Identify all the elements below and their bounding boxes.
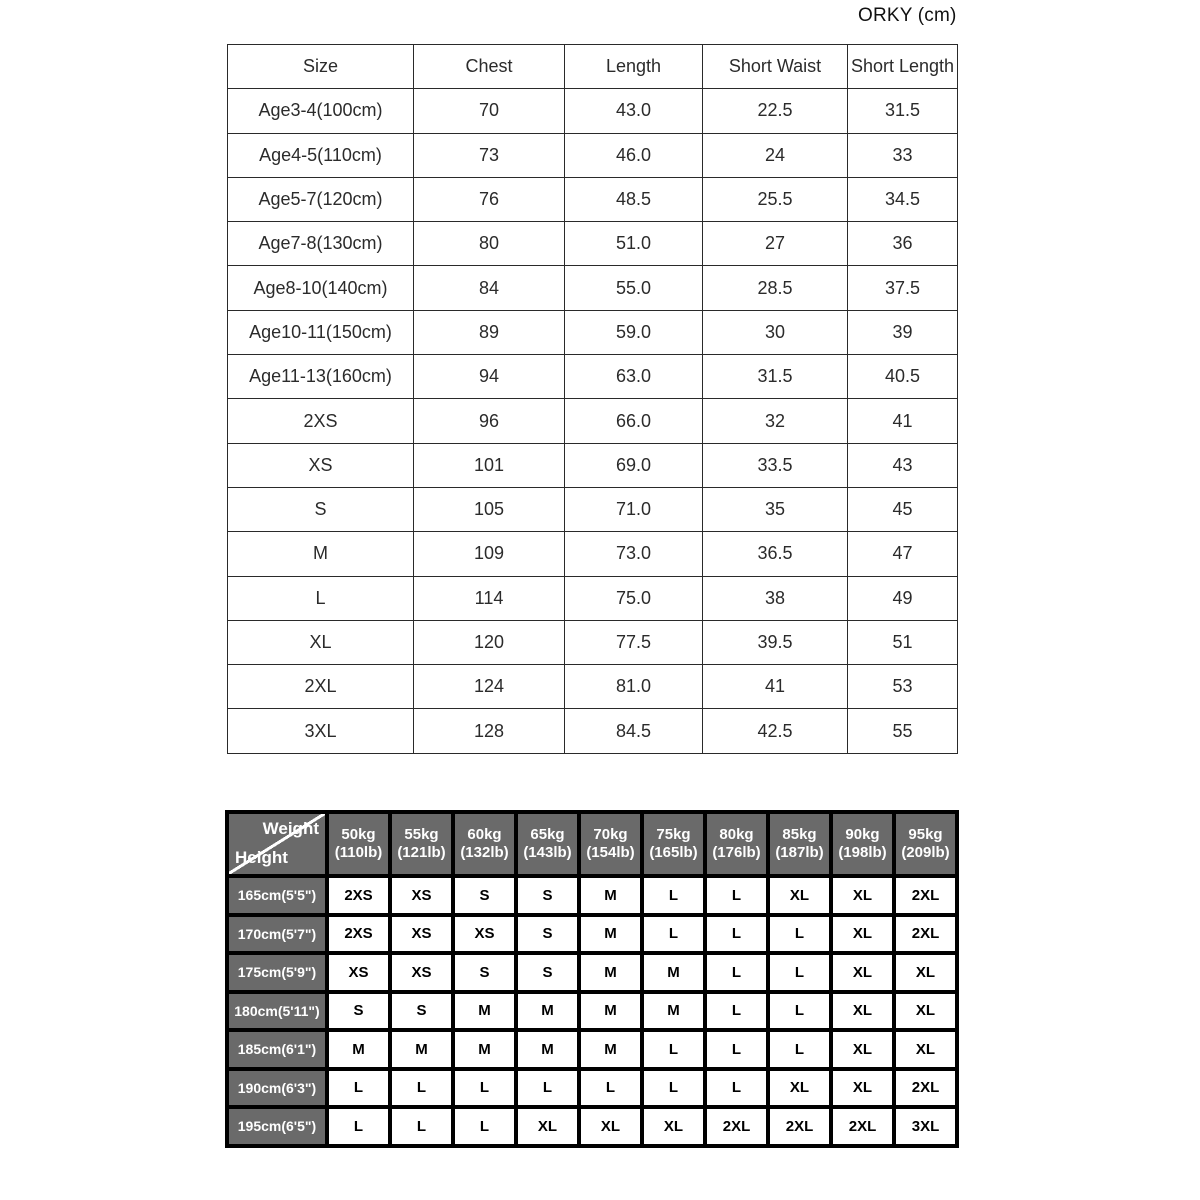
recommended-size-cell: XS [327,953,390,992]
size-label-cell: Age7-8(130cm) [228,222,414,266]
recommended-size-cell: 2XL [768,1107,831,1146]
measurement-cell: 114 [414,576,565,620]
recommended-size-cell: XL [831,876,894,915]
recommended-size-cell: XL [831,1030,894,1069]
recommended-size-cell: 2XS [327,915,390,954]
measurement-cell: 75.0 [565,576,703,620]
weight-kg-label: 95kg [908,826,943,844]
recommended-size-cell: L [768,915,831,954]
measurement-cell: 53 [848,665,958,709]
size-table-row [228,177,958,221]
recommended-size-cell: XL [642,1107,705,1146]
size-label-cell: Age10-11(150cm) [228,310,414,354]
recommended-size-cell: 2XL [705,1107,768,1146]
measurement-cell: 89 [414,310,565,354]
recommended-size-cell: XL [831,1069,894,1108]
measurement-cell: 34.5 [848,177,958,221]
recommended-size-cell: L [768,1030,831,1069]
size-table-row [228,355,958,399]
size-table-column-header: Size [228,45,414,89]
height-row-header: 180cm(5'11") [227,992,327,1031]
size-table-row [228,266,958,310]
measurement-cell: 94 [414,355,565,399]
size-label-cell: S [228,487,414,531]
height-row-header: 190cm(6'3") [227,1069,327,1108]
measurement-cell: 124 [414,665,565,709]
measurement-cell: 33 [848,133,958,177]
height-row-header: 165cm(5'5") [227,876,327,915]
recommended-size-cell: L [705,876,768,915]
weight-column-header [768,812,831,876]
height-row-header: 170cm(5'7") [227,915,327,954]
measurement-cell: 40.5 [848,355,958,399]
measurement-cell: 31.5 [848,89,958,133]
size-table-row [228,222,958,266]
recommended-size-cell: S [516,915,579,954]
recommended-size-cell: XL [894,1030,957,1069]
measurement-cell: 55.0 [565,266,703,310]
measurement-cell: 128 [414,709,565,753]
size-table-row [228,399,958,443]
size-table-header [228,45,958,89]
measurement-cell: 28.5 [703,266,848,310]
weight-column-header [516,812,579,876]
weight-lb-label: (154lb) [586,844,635,861]
recommended-size-cell: L [390,1069,453,1108]
recommended-size-cell: S [390,992,453,1031]
fit-table-row [227,1030,957,1069]
fit-table-row [227,1069,957,1108]
size-table-column-header: Short Waist [703,45,848,89]
measurement-cell: 37.5 [848,266,958,310]
measurement-cell: 30 [703,310,848,354]
size-label-cell: Age8-10(140cm) [228,266,414,310]
height-weight-fit-table [225,810,959,1148]
size-table-row [228,310,958,354]
size-table-column-header: Length [565,45,703,89]
measurement-cell: 42.5 [703,709,848,753]
recommended-size-cell: XS [390,915,453,954]
recommended-size-cell: L [327,1069,390,1108]
weight-column-header [705,812,768,876]
measurement-cell: 43 [848,443,958,487]
recommended-size-cell: L [327,1107,390,1146]
size-table-row [228,443,958,487]
corner-height-label: Height [235,847,288,867]
measurement-cell: 109 [414,532,565,576]
recommended-size-cell: L [390,1107,453,1146]
measurement-cell: 46.0 [565,133,703,177]
recommended-size-cell: S [453,953,516,992]
measurement-cell: 120 [414,620,565,664]
recommended-size-cell: M [579,953,642,992]
recommended-size-cell: L [642,1030,705,1069]
chart-title: ORKY (cm) [858,5,957,26]
measurement-cell: 32 [703,399,848,443]
measurement-cell: 70 [414,89,565,133]
recommended-size-cell: L [453,1069,516,1108]
measurement-cell: 38 [703,576,848,620]
recommended-size-cell: XL [831,953,894,992]
height-row-header: 175cm(5'9") [227,953,327,992]
size-table-header-row [228,45,958,89]
recommended-size-cell: S [327,992,390,1031]
size-label-cell: XS [228,443,414,487]
recommended-size-cell: L [453,1107,516,1146]
measurement-cell: 35 [703,487,848,531]
recommended-size-cell: XL [894,953,957,992]
recommended-size-cell: XS [390,953,453,992]
recommended-size-cell: XL [768,1069,831,1108]
corner-weight-label: Weight [262,819,319,838]
recommended-size-cell: 2XL [831,1107,894,1146]
size-measurements-table [227,44,958,754]
recommended-size-cell: M [642,992,705,1031]
measurement-cell: 84.5 [565,709,703,753]
recommended-size-cell: M [579,915,642,954]
size-table-row [228,709,958,753]
weight-column-header [390,812,453,876]
recommended-size-cell: 2XL [894,1069,957,1108]
weight-kg-label: 75kg [656,826,691,844]
fit-table-row [227,953,957,992]
measurement-cell: 47 [848,532,958,576]
size-table-row [228,133,958,177]
recommended-size-cell: 2XL [894,915,957,954]
recommended-size-cell: XL [831,915,894,954]
measurement-cell: 33.5 [703,443,848,487]
measurement-cell: 45 [848,487,958,531]
weight-column-header [453,812,516,876]
size-table-row [228,620,958,664]
weight-kg-label: 80kg [719,826,754,844]
fit-table-header-row [227,812,957,876]
measurement-cell: 36 [848,222,958,266]
measurement-cell: 101 [414,443,565,487]
measurement-cell: 49 [848,576,958,620]
weight-column-header [327,812,390,876]
measurement-cell: 80 [414,222,565,266]
recommended-size-cell: M [453,1030,516,1069]
recommended-size-cell: L [705,953,768,992]
recommended-size-cell: L [705,915,768,954]
measurement-cell: 69.0 [565,443,703,487]
recommended-size-cell: XL [516,1107,579,1146]
height-row-header: 195cm(6'5") [227,1107,327,1146]
size-label-cell: Age3-4(100cm) [228,89,414,133]
recommended-size-cell: XL [579,1107,642,1146]
recommended-size-cell: M [579,1030,642,1069]
recommended-size-cell: XL [768,876,831,915]
measurement-cell: 55 [848,709,958,753]
recommended-size-cell: L [768,992,831,1031]
weight-column-header [894,812,957,876]
weight-kg-label: 65kg [530,826,565,844]
weight-kg-label: 55kg [404,826,439,844]
recommended-size-cell: L [705,1030,768,1069]
measurement-cell: 71.0 [565,487,703,531]
weight-kg-label: 60kg [467,826,502,844]
measurement-cell: 66.0 [565,399,703,443]
recommended-size-cell: M [516,992,579,1031]
size-table-row [228,665,958,709]
measurement-cell: 96 [414,399,565,443]
weight-lb-label: (187lb) [775,844,824,861]
weight-lb-label: (209lb) [901,844,950,861]
recommended-size-cell: 3XL [894,1107,957,1146]
measurement-cell: 41 [848,399,958,443]
fit-table-row [227,1107,957,1146]
recommended-size-cell: 2XL [894,876,957,915]
recommended-size-cell: L [579,1069,642,1108]
size-label-cell: 3XL [228,709,414,753]
recommended-size-cell: L [642,876,705,915]
weight-lb-label: (198lb) [838,844,887,861]
recommended-size-cell: L [642,915,705,954]
size-label-cell: XL [228,620,414,664]
recommended-size-cell: M [390,1030,453,1069]
measurement-cell: 51.0 [565,222,703,266]
measurement-cell: 73.0 [565,532,703,576]
weight-lb-label: (165lb) [649,844,698,861]
weight-column-header [831,812,894,876]
measurement-cell: 31.5 [703,355,848,399]
recommended-size-cell: S [453,876,516,915]
measurement-cell: 36.5 [703,532,848,576]
weight-lb-label: (132lb) [460,844,509,861]
measurement-cell: 76 [414,177,565,221]
recommended-size-cell: 2XS [327,876,390,915]
recommended-size-cell: XL [831,992,894,1031]
measurement-cell: 63.0 [565,355,703,399]
recommended-size-cell: L [705,992,768,1031]
recommended-size-cell: L [642,1069,705,1108]
weight-kg-label: 70kg [593,826,628,844]
fit-table-row [227,876,957,915]
fit-table-row [227,992,957,1031]
measurement-cell: 81.0 [565,665,703,709]
measurement-cell: 24 [703,133,848,177]
measurement-cell: 77.5 [565,620,703,664]
size-table-row [228,532,958,576]
recommended-size-cell: XL [894,992,957,1031]
weight-column-header [579,812,642,876]
size-label-cell: L [228,576,414,620]
measurement-cell: 25.5 [703,177,848,221]
recommended-size-cell: XS [390,876,453,915]
size-label-cell: Age4-5(110cm) [228,133,414,177]
weight-kg-label: 90kg [845,826,880,844]
measurement-cell: 105 [414,487,565,531]
size-label-cell: 2XL [228,665,414,709]
measurement-cell: 27 [703,222,848,266]
fit-table-row [227,915,957,954]
weight-lb-label: (143lb) [523,844,572,861]
size-table-row [228,487,958,531]
recommended-size-cell: L [705,1069,768,1108]
recommended-size-cell: L [768,953,831,992]
measurement-cell: 41 [703,665,848,709]
fit-table-header [227,812,957,876]
size-label-cell: M [228,532,414,576]
size-table-row [228,89,958,133]
measurement-cell: 43.0 [565,89,703,133]
size-table-column-header: Short Length [848,45,958,89]
size-label-cell: 2XS [228,399,414,443]
measurement-cell: 73 [414,133,565,177]
size-table-column-header: Chest [414,45,565,89]
recommended-size-cell: M [642,953,705,992]
weight-column-header [642,812,705,876]
recommended-size-cell: M [516,1030,579,1069]
recommended-size-cell: S [516,876,579,915]
recommended-size-cell: M [453,992,516,1031]
recommended-size-cell: M [327,1030,390,1069]
weight-lb-label: (110lb) [334,844,383,861]
weight-kg-label: 50kg [341,826,376,844]
height-row-header: 185cm(6'1") [227,1030,327,1069]
measurement-cell: 39 [848,310,958,354]
weight-lb-label: (121lb) [397,844,446,861]
fit-table-body [227,876,957,1146]
recommended-size-cell: S [516,953,579,992]
weight-height-corner-cell [227,812,327,876]
weight-lb-label: (176lb) [712,844,761,861]
measurement-cell: 51 [848,620,958,664]
size-label-cell: Age5-7(120cm) [228,177,414,221]
size-table-body [228,89,958,753]
weight-kg-label: 85kg [782,826,817,844]
measurement-cell: 59.0 [565,310,703,354]
measurement-cell: 22.5 [703,89,848,133]
measurement-cell: 84 [414,266,565,310]
measurement-cell: 39.5 [703,620,848,664]
recommended-size-cell: M [579,876,642,915]
measurement-cell: 48.5 [565,177,703,221]
size-table-row [228,576,958,620]
recommended-size-cell: M [579,992,642,1031]
size-label-cell: Age11-13(160cm) [228,355,414,399]
recommended-size-cell: L [516,1069,579,1108]
recommended-size-cell: XS [453,915,516,954]
